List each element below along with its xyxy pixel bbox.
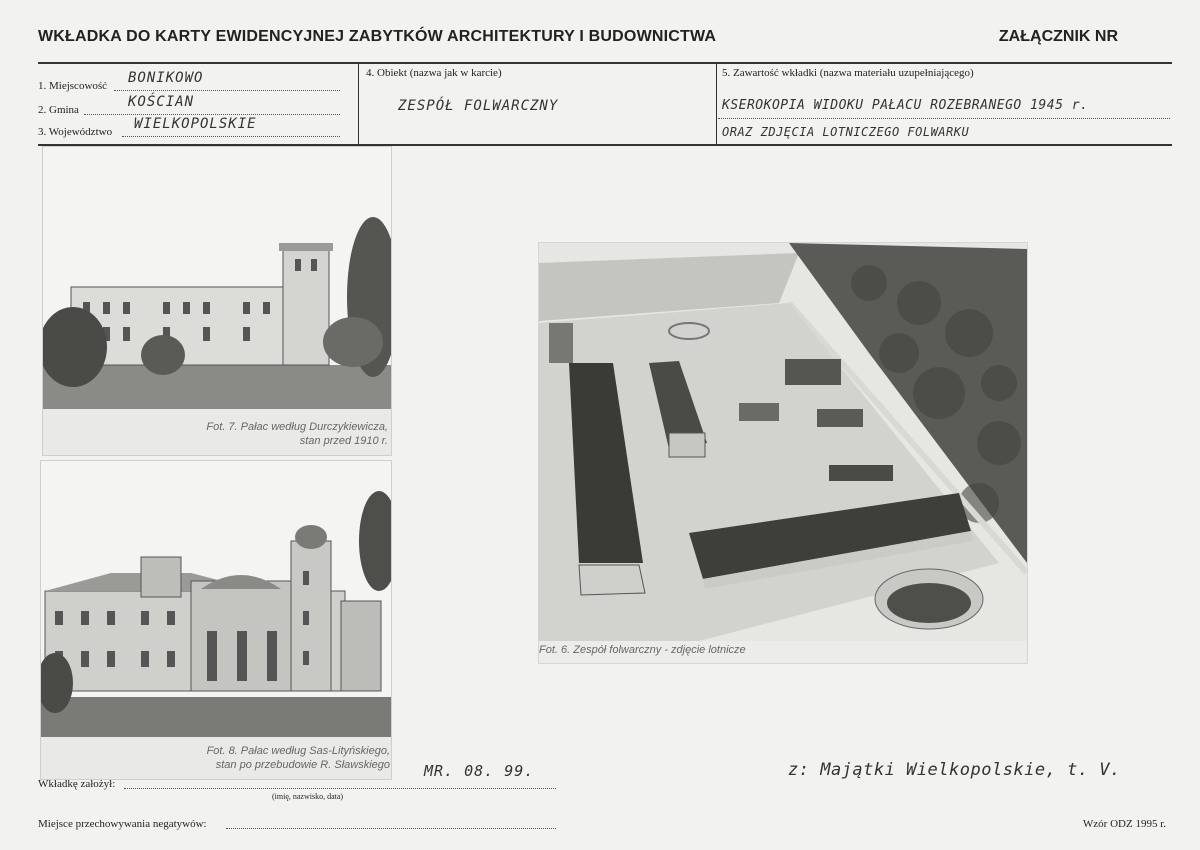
photo-fot8 [40, 460, 392, 780]
field-obiekt-label: 4. Obiekt (nazwa jak w karcie) [366, 67, 502, 79]
column-divider-1 [358, 63, 359, 144]
field-zawartosc-value-line2: ORAZ ZDJĘCIA LOTNICZEGO FOLWARKU [722, 125, 970, 139]
column-divider-2 [716, 63, 717, 144]
footer-sub-label: (imię, nazwisko, data) [272, 792, 344, 801]
photo-fot8-caption-line2: stan po przebudowie R. Sławskiego [215, 759, 390, 771]
footer-zalozyl-label: Wkładkę założył: [38, 778, 116, 790]
photo-fot7-caption [42, 420, 388, 448]
field-gmina-line [84, 114, 340, 115]
photo-fot7-caption-line1: Fot. 7. Pałac według Durczykiewicza, [206, 421, 388, 433]
field-gmina-value: KOŚCIAN [128, 94, 195, 110]
photo-fot8-caption [40, 744, 390, 772]
header-rule-top [38, 62, 1172, 64]
form-title: WKŁADKA DO KARTY EWIDENCYJNEJ ZABYTKÓW ARCHITEKTURY I BUDOWNICTWA [38, 28, 717, 45]
field-miejscowosc-value: BONIKOWO [128, 70, 204, 86]
footer-negatives-label: Miejsce przechowywania negatywów: [38, 818, 207, 830]
field-zawartosc-value-line1: KSEROKOPIA WIDOKU PAŁACU ROZEBRANEGO 1945 r. [722, 98, 1089, 113]
palace-illustration-fot8 [41, 461, 391, 737]
footer-negatives-line [226, 828, 556, 829]
annex-number-label: ZAŁĄCZNIK NR [998, 28, 1118, 45]
field-zawartosc-label: 5. Zawartość wkładki (nazwa materiału uzupełniającego) [722, 67, 974, 79]
field-gmina-label: 2. Gmina [38, 104, 79, 116]
photo-fot8-caption-line1: Fot. 8. Pałac według Sas-Lityńskiego, [206, 745, 390, 757]
field-wojewodztwo-value: WIELKOPOLSKIE [134, 116, 257, 132]
photo-fot7-caption-line2: stan przed 1910 r. [299, 435, 388, 447]
photo-fot6-caption: Fot. 6. Zespół folwarczny - zdjęcie lotnicze [539, 644, 746, 656]
palace-illustration-fot7 [43, 147, 391, 455]
field-miejscowosc-label: 1. Miejscowość [38, 80, 108, 92]
form-code: Wzór ODZ 1995 r. [1082, 818, 1166, 830]
photo-fot6 [538, 242, 1028, 664]
field-miejscowosc-line [114, 90, 340, 91]
field-wojewodztwo-line [122, 136, 340, 137]
aerial-photo-illustration [539, 243, 1027, 641]
field-obiekt-value: ZESPÓŁ FOLWARCZNY [398, 98, 559, 114]
footer-zalozyl-value: MR. 08. 99. [424, 762, 535, 780]
footer-zalozyl-line [124, 788, 556, 789]
photo-fot7 [42, 146, 392, 456]
field-wojewodztwo-label: 3. Województwo [38, 126, 113, 138]
source-note-handwritten: z: Majątki Wielkopolskie, t. V. [788, 760, 1121, 780]
field-zawartosc-line1-rule [718, 118, 1170, 119]
